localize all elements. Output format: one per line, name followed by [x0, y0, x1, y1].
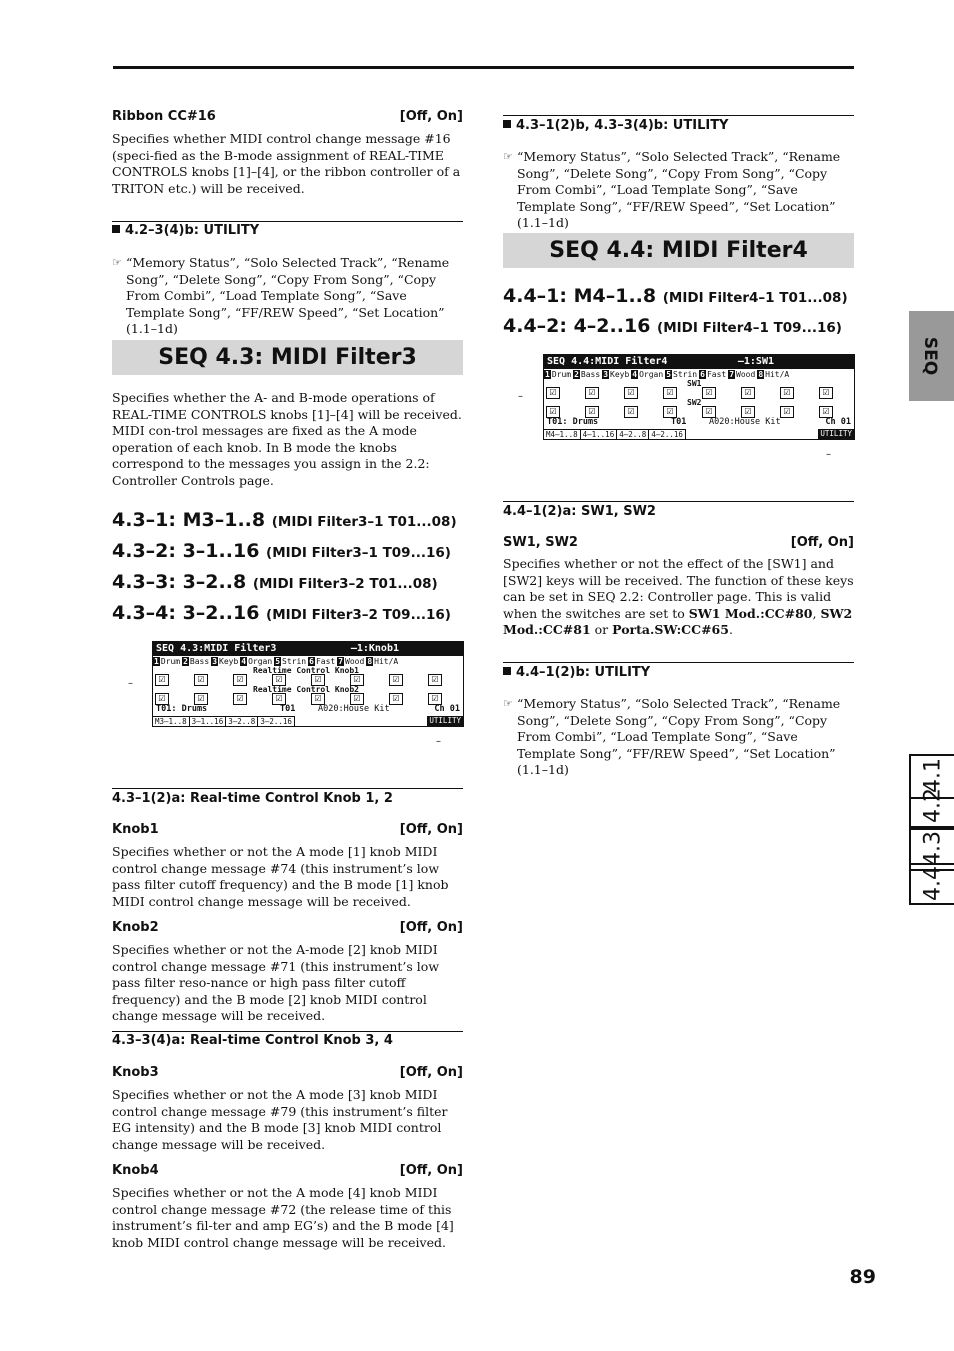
- utility-43-ref: ☞ “Memory Status”, “Solo Selected Track”, “Rename Song”, “Delete Song”, “Copy From Song”, “Copy From Combi”, “Load Template Song”, “Save Template Song”, “FF/REW Speed”, “Set Location” (1.1–1d): [503, 149, 841, 230]
- callout-mark: –: [436, 736, 441, 747]
- lcd-screen-43: [152, 641, 464, 727]
- lcd-track-num: T01: [280, 704, 296, 714]
- sw-heading: 4.4–1(2)a: SW1, SW2: [503, 504, 656, 519]
- callout-mark: –: [128, 678, 133, 689]
- lcd-checkbox[interactable]: ☑: [428, 693, 442, 705]
- divider: [112, 1031, 463, 1032]
- lcd-checkbox[interactable]: ☑: [350, 674, 364, 686]
- knob3-param: Knob3 [Off, On]: [112, 1065, 463, 1080]
- utility-42-ref: ☞ “Memory Status”, “Solo Selected Track”, “Rename Song”, “Delete Song”, “Copy From Song”, “Copy From Combi”, “Load Template Song”, “Save Template Song”, “FF/REW Speed”, “Set Location” (1.1–1d): [112, 255, 450, 336]
- lcd-checkbox[interactable]: ☑: [663, 406, 677, 418]
- lcd-checkbox[interactable]: ☑: [389, 674, 403, 686]
- heading-434: 4.3–4: 3–2..16 (MIDI Filter3–2 T09...16): [112, 602, 451, 624]
- lcd-program: A020:House Kit: [709, 417, 781, 427]
- knob4-param: Knob4 [Off, On]: [112, 1163, 463, 1178]
- lcd-checkbox[interactable]: ☑: [819, 406, 833, 418]
- lcd-checkbox[interactable]: ☑: [389, 693, 403, 705]
- pointing-hand-icon: ☞: [503, 150, 513, 163]
- divider: [503, 662, 854, 663]
- lcd-checkbox[interactable]: ☑: [585, 387, 599, 399]
- lcd-checkbox[interactable]: ☑: [350, 693, 364, 705]
- lcd-track-num: T01: [671, 417, 687, 427]
- lcd-program: A020:House Kit: [318, 704, 390, 714]
- lcd-page-tabs: M4–1..8 4–1..16 4–2..8 4–2..16 UTILITY: [546, 429, 852, 439]
- lcd-checkbox[interactable]: ☑: [702, 387, 716, 399]
- lcd-checkbox[interactable]: ☑: [311, 674, 325, 686]
- lcd-checkbox[interactable]: ☑: [194, 674, 208, 686]
- divider: [112, 221, 463, 222]
- lcd-row2-label: SW2: [687, 398, 702, 407]
- sw-desc: Specifies whether or not the effect of the [SW1] and [SW2] keys will be received. The function of these keys can be set in SEQ 2.2: Controller page. This is valid when the switches are set to SW1 Mod.:CC#80, SW2 Mod.:CC#81 or Porta.SW:CC#65.: [503, 556, 854, 637]
- divider: [503, 115, 854, 116]
- pointing-hand-icon: ☞: [503, 697, 513, 710]
- side-tab-seq: SEQ: [909, 311, 954, 401]
- lcd-title-bar: SEQ 4.3:MIDI Filter3 –1:Knob1: [153, 642, 463, 656]
- square-bullet-icon: [112, 225, 120, 233]
- lcd-page-tabs: M3–1..8 3–1..16 3–2..8 3–2..16 UTILITY: [155, 716, 461, 726]
- section-tab-41: 4.1: [909, 754, 954, 799]
- section-banner-43: SEQ 4.3: MIDI Filter3: [112, 340, 463, 375]
- knob1-desc: Specifies whether or not the A mode [1] knob MIDI control change message #74 (this instrument’s low pass filter cutoff frequency) and the B mode [1] knob MIDI control change message will be received.: [112, 844, 449, 909]
- ribbon-param: [112, 109, 463, 124]
- ribbon-label: Ribbon CC#16: [112, 109, 216, 124]
- lcd-checkbox[interactable]: ☑: [428, 674, 442, 686]
- lcd-row1-label: SW1: [687, 379, 702, 388]
- lcd-channel: Ch 01: [825, 417, 851, 427]
- square-bullet-icon: [503, 667, 511, 675]
- divider: [503, 501, 854, 502]
- lcd-checkbox[interactable]: ☑: [546, 387, 560, 399]
- lcd-checkbox[interactable]: ☑: [546, 406, 560, 418]
- lcd-checkbox[interactable]: ☑: [663, 387, 677, 399]
- lcd-channel: Ch 01: [434, 704, 460, 714]
- utility-43-heading: 4.3–1(2)b, 4.3–3(4)b: UTILITY: [503, 118, 728, 133]
- heading-433: 4.3–3: 3–2..8 (MIDI Filter3–2 T01...08): [112, 571, 438, 593]
- knob2-desc: Specifies whether or not the A-mode [2] knob MIDI control change message #71 (this instrument’s low pass filter reso-nance or high pass filter cutoff frequency) and the B mode [2] knob MIDI control change message will be received.: [112, 942, 440, 1023]
- pointing-hand-icon: ☞: [112, 256, 122, 269]
- utility-44-ref: ☞ “Memory Status”, “Solo Selected Track”, “Rename Song”, “Delete Song”, “Copy From Song”, “Copy From Combi”, “Load Template Song”, “Save Template Song”, “FF/REW Speed”, “Set Location” (1.1–1d): [503, 696, 841, 777]
- lcd-checkbox[interactable]: ☑: [819, 387, 833, 399]
- lcd-checkbox[interactable]: ☑: [624, 406, 638, 418]
- callout-mark: –: [826, 449, 831, 460]
- knob34-heading: 4.3–3(4)a: Real-time Control Knob 3, 4: [112, 1033, 393, 1048]
- lcd-checkbox[interactable]: ☑: [741, 387, 755, 399]
- ribbon-desc: Specifies whether MIDI control change message #16 (speci-fied as the B-mode assignment of REAL-TIME CONTROLS knobs [1]–[4], or the ribbon controller of a TRITON etc.) will be received.: [112, 131, 461, 196]
- heading-441: 4.4–1: M4–1..8 (MIDI Filter4–1 T01...08): [503, 285, 848, 307]
- heading-442: 4.4–2: 4–2..16 (MIDI Filter4–1 T09...16): [503, 315, 842, 337]
- lcd-screen-44: [543, 354, 855, 440]
- lcd-utility-tab: UTILITY: [820, 429, 852, 438]
- section-tab-42: 4.2: [909, 787, 954, 828]
- lcd-checkbox[interactable]: ☑: [233, 674, 247, 686]
- lcd-track-tabs: 1 Drum 2 Bass 3 Keyb 4 Organ 5 Strin 6 Fast 7 Wood 8 Hit/A: [545, 370, 790, 379]
- square-bullet-icon: [503, 120, 511, 128]
- lcd-checkbox[interactable]: ☑: [155, 693, 169, 705]
- lcd-checkbox[interactable]: ☑: [741, 406, 755, 418]
- page-number: 89: [849, 1266, 876, 1288]
- divider: [112, 788, 463, 789]
- lcd-checkbox[interactable]: ☑: [585, 406, 599, 418]
- top-rule: [113, 66, 854, 69]
- ribbon-range: [Off, On]: [399, 109, 463, 124]
- lcd-checkbox[interactable]: ☑: [233, 693, 247, 705]
- knob2-param: Knob2 [Off, On]: [112, 920, 463, 935]
- heading-431: 4.3–1: M3–1..8 (MIDI Filter3–1 T01...08): [112, 509, 457, 531]
- section-tab-43: 4.3: [909, 828, 954, 871]
- lcd-track-tabs: 1 Drum 2 Bass 3 Keyb 4 Organ 5 Strin 6 Fast 7 Wood 8 Hit/A: [154, 657, 399, 666]
- lcd-checkbox[interactable]: ☑: [780, 406, 794, 418]
- lcd-checkbox[interactable]: ☑: [624, 387, 638, 399]
- knob1-param: Knob1 [Off, On]: [112, 822, 463, 837]
- section-banner-44: SEQ 4.4: MIDI Filter4: [503, 233, 854, 268]
- section-tab-44: 4.4: [909, 863, 954, 905]
- lcd-checkbox[interactable]: ☑: [272, 674, 286, 686]
- knob12-heading: 4.3–1(2)a: Real-time Control Knob 1, 2: [112, 791, 393, 806]
- heading-432: 4.3–2: 3–1..16 (MIDI Filter3–1 T09...16): [112, 540, 451, 562]
- utility-42-heading: 4.2–3(4)b: UTILITY: [112, 223, 259, 238]
- knob3-desc: Specifies whether or not the A mode [3] knob MIDI control change message #79 (this instrument’s filter EG intensity) and the B mode [3] knob MIDI control change message will be received.: [112, 1087, 448, 1152]
- lcd-track: T01: Drums: [156, 704, 208, 714]
- callout-mark: –: [518, 391, 523, 402]
- lcd-checkbox[interactable]: ☑: [702, 406, 716, 418]
- lcd-title-bar: SEQ 4.4:MIDI Filter4 –1:SW1: [544, 355, 854, 369]
- lcd-checkbox[interactable]: ☑: [155, 674, 169, 686]
- knob4-desc: Specifies whether or not the A mode [4] knob MIDI control change message #72 (the release time of this instrument’s fil-ter and amp EG’s) and the B mode [4] knob MIDI control change message will be received.: [112, 1185, 454, 1250]
- lcd-checkbox[interactable]: ☑: [311, 693, 325, 705]
- lcd-checkbox[interactable]: ☑: [272, 693, 286, 705]
- lcd-checkbox[interactable]: ☑: [194, 693, 208, 705]
- utility-44-heading: 4.4–1(2)b: UTILITY: [503, 665, 650, 680]
- lcd-track: T01: Drums: [547, 417, 599, 427]
- sw-param: SW1, SW2 [Off, On]: [503, 535, 854, 550]
- lcd-row2-label: Realtime Control Knob2: [253, 685, 359, 694]
- lcd-checkbox[interactable]: ☑: [780, 387, 794, 399]
- intro-43: Specifies whether the A- and B-mode operations of REAL-TIME CONTROLS knobs [1]–[4] will be received. MIDI con-trol messages are fixed as the A mode operation of each knob. In B mode the knobs correspond to the messages you assign in the 2.2: Controller Controls page.: [112, 390, 462, 488]
- lcd-row1-label: Realtime Control Knob1: [253, 666, 359, 675]
- lcd-utility-tab: UTILITY: [429, 716, 461, 725]
